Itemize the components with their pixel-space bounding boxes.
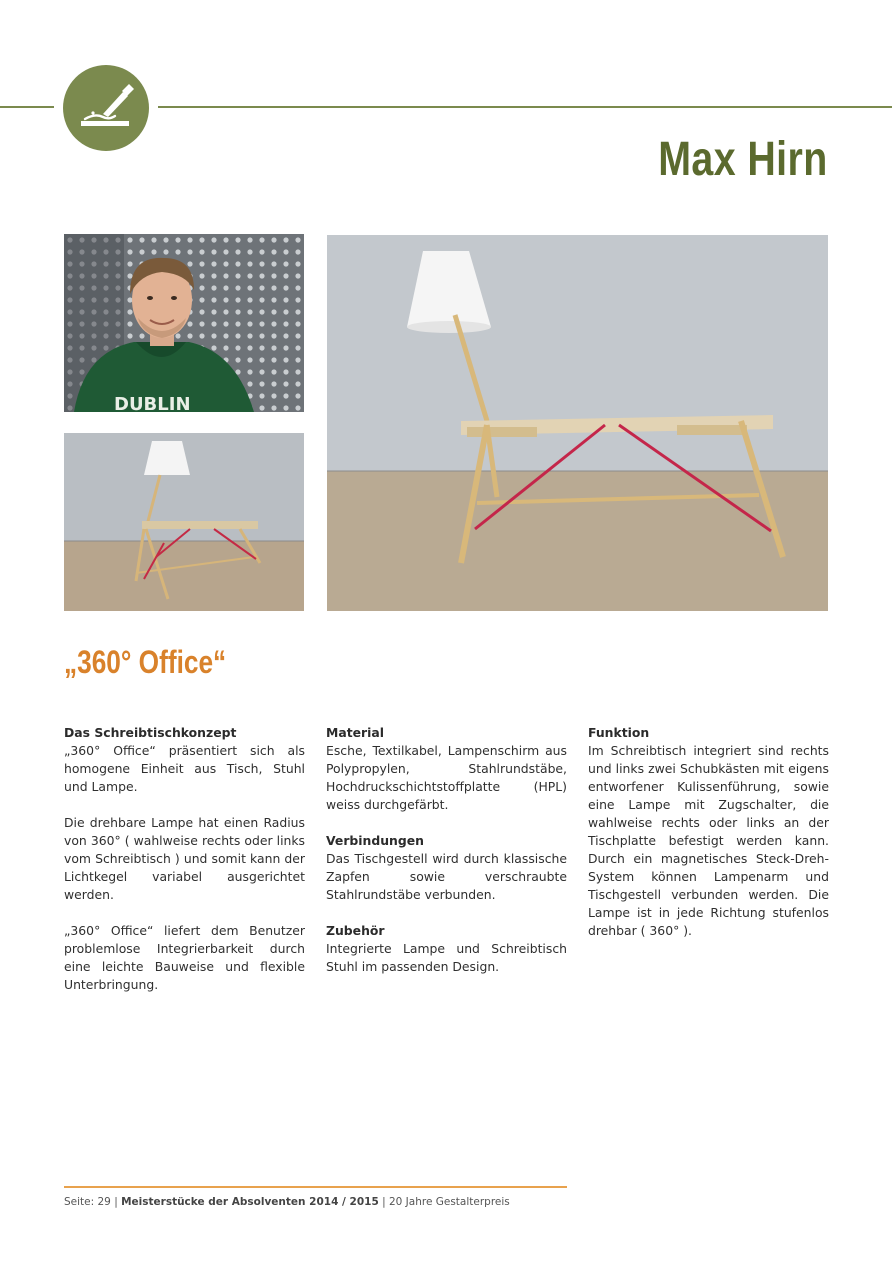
column-concept: [64, 724, 305, 994]
author-name: Max Hirn: [658, 133, 828, 186]
column-material: [326, 724, 567, 976]
portrait-photo: [64, 234, 304, 412]
page-number: Seite: 29: [64, 1196, 111, 1208]
footer-separator: |: [378, 1196, 389, 1208]
function-heading: Funktion: [588, 725, 650, 740]
accessories-heading: Zubehör: [326, 923, 385, 938]
footer-rule: [64, 1186, 567, 1188]
material-heading: Material: [326, 725, 384, 740]
desk-model-photo-small: [64, 433, 304, 611]
header-rule-right: [158, 106, 892, 108]
carving-tool-icon: [63, 65, 149, 151]
publication-subtitle: 20 Jahre Gestalterpreis: [388, 1196, 510, 1208]
concept-paragraph-1: „360° Office“ präsentiert sich als homogene Einheit aus Tisch, Stuhl und Lampe.: [64, 743, 305, 794]
accessories-text: Integrierte Lampe und Schreibtisch Stuhl im passenden Design.: [326, 941, 567, 974]
section-badge: [63, 65, 149, 151]
publication-title: Meisterstücke der Absolventen 2014 / 2015: [121, 1196, 379, 1208]
page-footer: [64, 1194, 510, 1210]
connections-text: Das Tischgestell wird durch klassische Zapfen sowie verschraubte Stahlrundstäbe verbunden.: [326, 851, 567, 902]
footer-separator: |: [110, 1196, 122, 1208]
project-title: „360° Office“: [64, 644, 227, 680]
connections-heading: Verbindungen: [326, 833, 424, 848]
material-text: Esche, Textilkabel, Lampenschirm aus Polypropylen, Stahlrundstäbe, Hochdruckschichtstoffplatte (HPL) weiss durchgefärbt.: [326, 743, 567, 812]
concept-paragraph-2: Die drehbare Lampe hat einen Radius von 360° ( wahlweise rechts oder links vom Schreibtisch ) und somit kann der Lichtkegel variabel ausgerichtet werden.: [64, 815, 305, 902]
concept-heading: Das Schreibtischkonzept: [64, 725, 237, 740]
desk-model-photo-large: [327, 235, 828, 611]
function-text: Im Schreibtisch integriert sind rechts und links zwei Schubkästen mit eigens entworfener Kulissenführung, sowie eine Lampe mit Zugschalter, die wahlweise rechts oder links an der Tischplatte befestigt werden kann. Durch ein magnetisches Steck-Dreh-System können Lampenarm und Tischgestell verbunden werden. Die Lampe ist in jede Richtung stufenlos drehbar ( 360° ).: [588, 743, 829, 938]
column-function: [588, 724, 829, 940]
header-rule-left: [0, 106, 54, 108]
svg-text:DUBLIN: DUBLIN: [114, 394, 191, 412]
concept-paragraph-3: „360° Office“ liefert dem Benutzer problemlose Integrierbarkeit durch eine leichte Bauweise und flexible Unterbringung.: [64, 923, 305, 992]
